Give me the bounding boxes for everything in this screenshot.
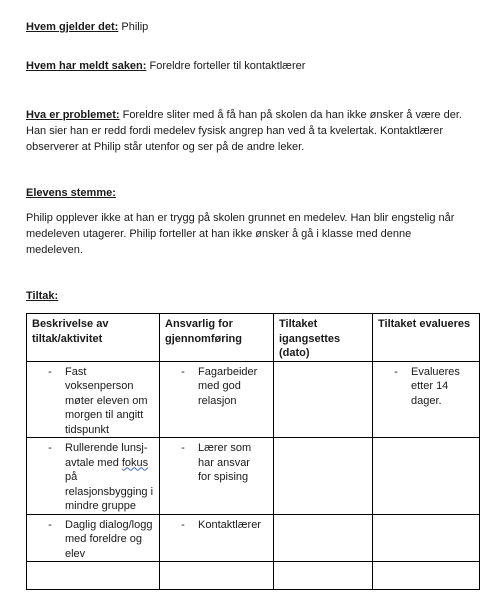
elevens-stemme-line-1: Philip opplever ikke at han er trygg på skolen grunnet en medelev. Han blir engstelig når [26,212,455,224]
table-cell [160,438,274,515]
table-cell [27,562,160,590]
table-cell [373,514,480,562]
elevens-stemme-heading [26,186,116,201]
table-cell [27,514,160,562]
table-cell [274,562,373,590]
table-cell [274,438,373,515]
hvem-gjelder-value: Philip [121,21,149,33]
table-cell [27,361,160,438]
tiltak-label: Tiltak: [26,290,59,302]
header-igangsettes: Tiltaket igangsettes (dato) [274,314,373,362]
table-cell [373,562,480,590]
table-cell [160,361,274,438]
tiltak-text: Fast voksenperson møter eleven om morgen til angitt tidspunkt [65,365,148,436]
problemet-line-1: Foreldre sliter med å få han på skolen da han ikke ønsker å være der. [122,109,462,121]
elevens-stemme-paragraph [26,210,478,258]
tiltak-heading [26,289,58,304]
evalueres-text: Evalueres etter 14 dager. [411,365,460,407]
tiltak-text: Daglig dialog/logg med foreldre og elev [65,518,153,560]
table-cell [160,562,274,590]
table-cell [27,438,160,515]
table-row [27,562,480,590]
tiltak-text-part-a: Rullerende lunsj-avtale med [65,442,148,469]
bullet-dash: - [181,365,185,378]
ansvarlig-text: Kontaktlærer [198,518,261,531]
bullet-dash: - [394,365,398,378]
header-beskrivelse: Beskrivelse av tiltak/aktivitet [27,314,160,362]
bullet-dash: - [48,442,52,454]
tiltak-table [26,313,480,590]
table-cell [274,361,373,438]
hvem-meldt-line [26,59,305,74]
header-ansvarlig: Ansvarlig for gjennomføring [160,314,274,362]
problemet-line-3: observerer at Philip står utenfor og ser på de andre leker. [26,141,305,153]
table-row [27,514,480,562]
problemet-paragraph [26,107,478,155]
table-row [27,361,480,438]
problemet-label: Hva er problemet: [26,109,120,121]
hvem-gjelder-label: Hvem gjelder det: [26,21,119,33]
elevens-stemme-line-3: medeleven. [26,244,83,256]
bullet-dash: - [48,518,52,531]
table-header-row [27,314,480,362]
table-cell [373,361,480,438]
hvem-gjelder-line [26,20,148,35]
bullet-dash: - [181,442,185,454]
bullet-dash: - [48,365,52,378]
tiltak-text [59,441,157,514]
table-cell [373,438,480,515]
table-cell [274,514,373,562]
bullet-dash: - [181,518,185,531]
elevens-stemme-line-2: medeleven utagerer. Philip forteller at han ikke ønsker å gå i klasse med denne [26,228,412,240]
spellcheck-word: fokus [121,456,149,469]
table-row [27,438,480,515]
table-cell [160,514,274,562]
hvem-meldt-value: Foreldre forteller til kontaktlærer [149,60,306,72]
tiltak-text-part-c: på relasjonsbygging i mindre gruppe [65,471,154,512]
ansvarlig-text: Fagarbeider med god relasjon [198,365,258,407]
elevens-stemme-label: Elevens stemme: [26,187,116,199]
hvem-meldt-label: Hvem har meldt saken: [26,60,147,72]
problemet-line-2: Han sier han er redd fordi medelev fysisk angrep han ved å ta kvelertak. Kontaktlærer [26,125,443,137]
header-evalueres: Tiltaket evalueres [373,314,480,362]
ansvarlig-text: Lærer som har ansvar for spising [198,442,252,483]
